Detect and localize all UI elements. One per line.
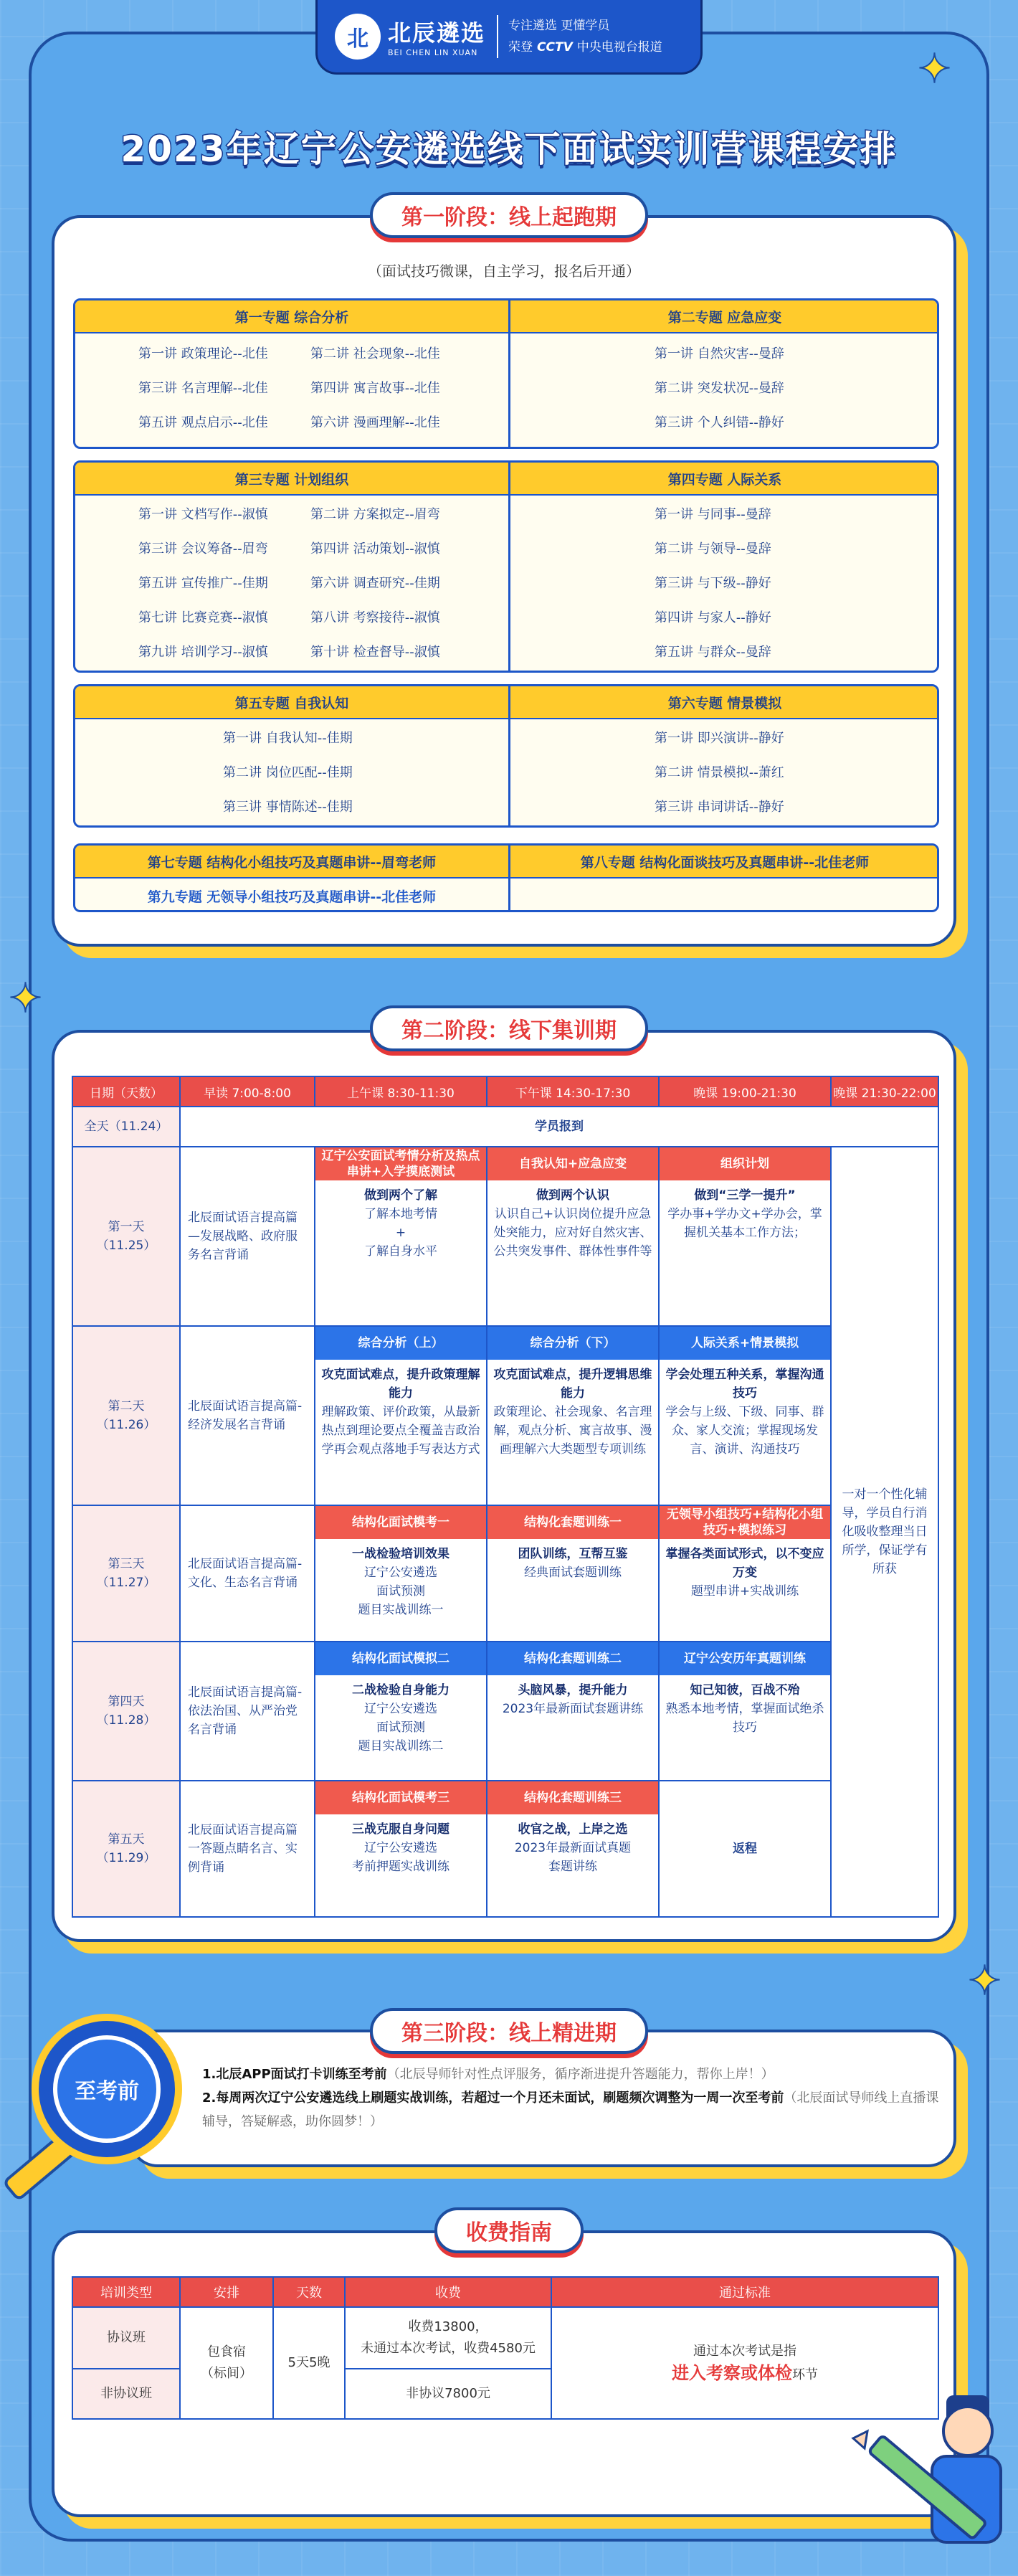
table-row	[72, 2307, 938, 2369]
slogan-line1: 专注遴选 更懂学员	[508, 18, 610, 33]
stage1-title: 第一阶段：线上起跑期	[370, 192, 648, 238]
course-header: 结构化套题训练三	[487, 1781, 658, 1814]
am-cell	[315, 1781, 487, 1917]
class-type: 协议班	[72, 2307, 180, 2369]
morning-cell: 北辰面试语言提高篇—发展战略、政府服务名言背诵	[180, 1147, 315, 1326]
day-cell: 第二天 （11.26）	[72, 1326, 180, 1505]
col-header: 晚课 19:00-21:30	[659, 1076, 831, 1107]
evening-cell	[659, 1147, 831, 1326]
col-header: 晚课 21:30-22:00	[831, 1076, 938, 1107]
course-title: 做到两个认识	[536, 1188, 609, 1203]
column-divider	[508, 300, 510, 447]
lecture-item: 第三讲 名言理解--北佳	[138, 381, 268, 396]
stage2-title: 第二阶段：线下集训期	[370, 1005, 648, 1051]
fee-agreement: 收费13800， 未通过本次考试，收费4580元	[345, 2307, 551, 2369]
course-title: 攻克面试难点，提升逻辑思维能力	[493, 1368, 652, 1401]
course-title: 攻克面试难点，提升政策理解能力	[321, 1368, 480, 1401]
course-desc: 熟悉本地考情，掌握面试绝杀技巧	[665, 1702, 824, 1735]
course-desc: 了解自身水平	[364, 1244, 437, 1259]
stage3-text	[202, 2063, 941, 2134]
sparkle-icon: ✦	[9, 975, 42, 1022]
col-header: 早读 7:00-8:00	[180, 1076, 315, 1107]
course-header: 辽宁公安面试考情分析及热点串讲+入学摸底测试	[315, 1147, 486, 1180]
line1-note: （北辰导师针对性点评服务，循序渐进提升答题能力，帮你上岸！）	[386, 2067, 774, 2082]
lecture-item: 第四讲 活动策划--淑慎	[310, 541, 440, 557]
stage3-line2	[202, 2086, 941, 2134]
topic5-header: 第五专题 自我认知	[75, 686, 508, 718]
course-header: 综合分析（下）	[487, 1327, 658, 1360]
header-line	[75, 494, 937, 496]
header-divider	[497, 15, 498, 58]
table-row	[72, 1505, 938, 1642]
day-cell: 第五天 （11.29）	[72, 1781, 180, 1917]
stage3-line1	[202, 2063, 941, 2086]
slogan	[508, 15, 662, 58]
lecture-item: 第二讲 社会现象--北佳	[310, 346, 440, 361]
day-cell: 第一天 （11.25）	[72, 1147, 180, 1326]
course-header: 结构化面试模拟二	[315, 1642, 486, 1675]
sparkle-icon: ✦	[968, 1958, 1002, 2004]
lecture-item: 第三讲 串词讲话--静好	[655, 800, 784, 815]
topic4-list	[655, 504, 870, 660]
lecture-item: 第五讲 宣传推广--佳期	[138, 576, 268, 591]
topic3-list	[138, 504, 482, 660]
course-title: 团队训练，互帮互鉴	[518, 1547, 628, 1561]
course-desc: 2023年最新面试真题 套题讲练	[514, 1841, 632, 1874]
badge-text: 至考前	[53, 2035, 161, 2143]
evening-cell	[659, 1505, 831, 1642]
checkin-cell: 学员报到	[180, 1107, 938, 1147]
course-title: 做到两个了解	[364, 1188, 437, 1203]
am-cell	[315, 1642, 487, 1781]
morning-cell: 北辰面试语言提高篇一答题点睛名言、实例背诵	[180, 1781, 315, 1917]
lecture-item: 第二讲 情景模拟--萧红	[655, 765, 784, 780]
topic4-header: 第四专题 人际关系	[508, 463, 939, 494]
topic2-list	[655, 344, 870, 431]
fee-nonagreement: 非协议7800元	[345, 2369, 551, 2419]
lecture-item: 第六讲 调查研究--佳期	[310, 576, 440, 591]
lecture-item: 第一讲 即兴演讲--静好	[655, 731, 784, 746]
course-header: 组织计划	[660, 1147, 830, 1180]
table-row	[72, 1781, 938, 1917]
topic2-header: 第二专题 应急应变	[508, 300, 939, 332]
course-header: 综合分析（上）	[315, 1327, 486, 1360]
lecture-item: 第二讲 岗位匹配--佳期	[223, 765, 353, 780]
topic1-header: 第一专题 综合分析	[75, 300, 508, 332]
topic6-header: 第六专题 情景模拟	[508, 686, 939, 718]
col-header: 下午课 14:30-17:30	[487, 1076, 659, 1107]
line2-bold: 2.每周两次辽宁公安遴选线上刷题实战训练，若超过一个月还未面试，刷题频次调整为一周一次至考前	[202, 2090, 784, 2106]
topic3-header: 第三专题 计划组织	[75, 463, 508, 494]
student-illustration	[839, 2388, 1004, 2560]
standard-suffix: 环节	[792, 2367, 818, 2382]
class-type: 非协议班	[72, 2369, 180, 2419]
standard-line: 通过本次考试是指	[693, 2343, 796, 2359]
lecture-item: 第一讲 政策理论--北佳	[138, 346, 268, 361]
course-desc: 认识自己+认识岗位提升应急处突能力，应对好自然灾害、公共突发事件、群体性事件等	[493, 1207, 652, 1259]
course-header: 辽宁公安历年真题训练	[660, 1642, 830, 1675]
course-title: 做到“三学一提升”	[694, 1188, 796, 1203]
slogan-line2	[508, 37, 662, 58]
evening-cell	[659, 1326, 831, 1505]
course-header: 无领导小组技巧+结构化小组技巧+模拟练习	[660, 1506, 830, 1539]
line1-bold: 1.北辰APP面试打卡训练至考前	[202, 2067, 387, 2082]
evening-cell	[659, 1642, 831, 1781]
topic9-label: 第九专题 无领导小组技巧及真题串讲--北佳老师	[147, 889, 437, 905]
course-header: 结构化套题训练二	[487, 1642, 658, 1675]
course-header: 结构化面试模考一	[315, 1506, 486, 1539]
evening-cell: 返程	[659, 1781, 831, 1917]
topic-box-3-4	[73, 460, 939, 673]
course-title: 三战克服自身问题	[352, 1822, 449, 1837]
fee-table	[72, 2276, 939, 2420]
topic-box-7-9	[73, 843, 939, 912]
col-header: 安排	[180, 2277, 273, 2307]
am-cell	[315, 1505, 487, 1642]
lecture-item: 第六讲 漫画理解--北佳	[310, 415, 440, 430]
table-row	[72, 1326, 938, 1505]
course-desc: 辽宁公安遴选 面试预测 题目实战训练二	[358, 1702, 444, 1753]
course-title: 二战检验自身能力	[352, 1683, 449, 1697]
arrangement: 包食宿 （标间）	[180, 2307, 273, 2419]
lecture-item: 第八讲 考察接待--淑慎	[310, 610, 440, 625]
col-header: 培训类型	[72, 2277, 180, 2307]
pm-cell	[487, 1781, 659, 1917]
brand-name	[388, 15, 485, 57]
stage1-panel	[52, 215, 956, 947]
standard-highlight: 进入考察或体检	[672, 2362, 792, 2383]
course-title: 头脑风暴，提升能力	[518, 1683, 628, 1697]
course-desc: 政策理论、社会现象、名言理解，观点分析、寓言故事、漫画理解六大类题型专项训练	[493, 1405, 652, 1457]
course-desc: 2023年最新面试套题讲练	[502, 1702, 644, 1716]
col-header: 日期（天数）	[72, 1076, 180, 1107]
lecture-item: 第四讲 与家人--静好	[655, 610, 771, 625]
column-divider	[508, 686, 510, 825]
schedule-table	[72, 1076, 939, 1918]
table-row	[72, 1642, 938, 1781]
brand-cn: 北辰遴选	[388, 19, 486, 47]
lecture-item: 第一讲 文档写作--淑慎	[138, 507, 268, 522]
lecture-item: 第十讲 检查督导--淑慎	[310, 645, 440, 660]
table-row	[72, 1147, 938, 1326]
lecture-item: 第一讲 自我认知--佳期	[223, 731, 353, 746]
course-desc: 理解政策、评价政策，从最新热点到理论要点全覆盖吉政治学再会观点落地手写表达方式	[321, 1405, 480, 1457]
pm-cell	[487, 1505, 659, 1642]
lecture-item: 第九讲 培训学习--淑慎	[138, 645, 268, 660]
lecture-item: 第三讲 个人纠错--静好	[655, 415, 784, 430]
lecture-item: 第三讲 与下级--静好	[655, 576, 771, 591]
page-title: 2023年辽宁公安遴选线下面试实训营课程安排	[120, 128, 898, 170]
lecture-item: 第二讲 与领导--曼辞	[655, 541, 771, 557]
column-divider	[508, 463, 510, 671]
course-desc: 学会与上级、下级、同事、群众、家人交流；掌握现场发言、演讲、沟通技巧	[665, 1405, 824, 1457]
course-desc: 题型串讲+实战训练	[690, 1584, 799, 1599]
day-cell: 全天（11.24）	[72, 1107, 180, 1147]
lecture-item: 第四讲 寓言故事--北佳	[310, 381, 440, 396]
side-note-cell: 一对一个性化辅导，学员自行消化吸收整理当日所学，保证学有所获	[831, 1147, 938, 1917]
course-desc: 辽宁公安遴选 考前押题实战训练	[352, 1841, 449, 1874]
lecture-item: 第五讲 与群众--曼辞	[655, 645, 771, 660]
course-header: 结构化面试模考三	[315, 1781, 486, 1814]
topic5-list	[223, 728, 438, 815]
header-line	[75, 718, 937, 719]
course-title: 收官之战，上岸之选	[518, 1822, 628, 1837]
course-desc: 经典面试套题训练	[524, 1566, 622, 1580]
morning-cell: 北辰面试语言提高篇-依法治国、从严治党名言背诵	[180, 1642, 315, 1781]
brand-logo-icon: 北	[335, 14, 381, 60]
lecture-item: 第三讲 会议筹备--眉弯	[138, 541, 268, 557]
course-title: 一战检验培训效果	[352, 1547, 449, 1561]
course-desc: 了解本地考情	[364, 1207, 437, 1221]
lecture-item: 第二讲 突发状况--曼辞	[655, 381, 784, 396]
course-desc: 辽宁公安遴选 面试预测 题目实战训练一	[358, 1566, 444, 1617]
fee-title: 收费指南	[434, 2207, 584, 2253]
col-header: 通过标准	[551, 2277, 938, 2307]
stage3-title: 第三阶段：线上精进期	[370, 2008, 648, 2054]
col-header: 上午课 8:30-11:30	[315, 1076, 487, 1107]
pm-cell	[487, 1326, 659, 1505]
brand-en: BEI CHEN LIN XUAN	[388, 48, 478, 57]
line2-note: （北辰面试导师线上直播课辅导，答疑解惑，助你圆梦！）	[202, 2090, 939, 2129]
am-cell	[315, 1326, 487, 1505]
header-line	[75, 332, 937, 333]
lecture-item: 第二讲 方案拟定--眉弯	[310, 507, 440, 522]
morning-cell: 北辰面试语言提高篇-文化、生态名言背诵	[180, 1505, 315, 1642]
days: 5天5晚	[273, 2307, 345, 2419]
topic8-header: 第八专题 结构化面谈技巧及真题串讲--北佳老师	[508, 846, 939, 877]
brand-header	[315, 0, 703, 75]
course-title: 掌握各类面试形式，以不变应万变	[665, 1547, 824, 1580]
lecture-item: 第三讲 事情陈述--佳期	[223, 800, 353, 815]
slogan-post: 中央电视台报道	[576, 39, 662, 55]
pencil-tip	[853, 2431, 867, 2448]
course-header: 人际关系+情景模拟	[660, 1327, 830, 1360]
course-title: 学会处理五种关系，掌握沟通技巧	[665, 1368, 824, 1401]
stage1-note: （面试技巧微课，自主学习，报名后开通）	[368, 262, 640, 280]
lecture-item: 第七讲 比赛竞赛--淑慎	[138, 610, 268, 625]
course-desc: 学办事+学办文+学办会，掌握机关基本工作方法；	[667, 1207, 822, 1240]
fee-header-row	[72, 2277, 938, 2307]
magnifier-icon	[32, 2014, 182, 2164]
topic1-list	[138, 344, 482, 431]
morning-cell: 北辰面试语言提高篇-经济发展名言背诵	[180, 1326, 315, 1505]
am-cell	[315, 1147, 487, 1326]
head	[943, 2407, 992, 2456]
topic7-header: 第七专题 结构化小组技巧及真题串讲--眉弯老师	[75, 846, 508, 877]
topic-box-1-2	[73, 298, 939, 449]
lecture-item: 第五讲 观点启示--北佳	[138, 415, 268, 430]
cctv-logo: CCTV	[537, 39, 573, 55]
sparkle-icon: ✦	[918, 46, 951, 93]
table-header-row	[72, 1076, 938, 1107]
course-header: 自我认知+应急应变	[487, 1147, 658, 1180]
table-row	[72, 1107, 938, 1147]
pm-cell	[487, 1147, 659, 1326]
day-cell: 第三天 （11.27）	[72, 1505, 180, 1642]
slogan-pre: 荣登	[508, 39, 533, 55]
col-header: 收费	[345, 2277, 551, 2307]
day-cell: 第四天 （11.28）	[72, 1642, 180, 1781]
course-title: 知己知彼，百战不殆	[690, 1683, 800, 1697]
lecture-item: 第一讲 与同事--曼辞	[655, 507, 771, 522]
lecture-item: 第一讲 自然灾害--曼辞	[655, 346, 784, 361]
pm-cell	[487, 1642, 659, 1781]
col-header: 天数	[273, 2277, 345, 2307]
topic6-list	[655, 728, 870, 815]
course-plus: +	[395, 1226, 406, 1240]
topic-box-5-6	[73, 684, 939, 828]
course-header: 结构化套题训练一	[487, 1506, 658, 1539]
column-divider	[508, 846, 510, 910]
